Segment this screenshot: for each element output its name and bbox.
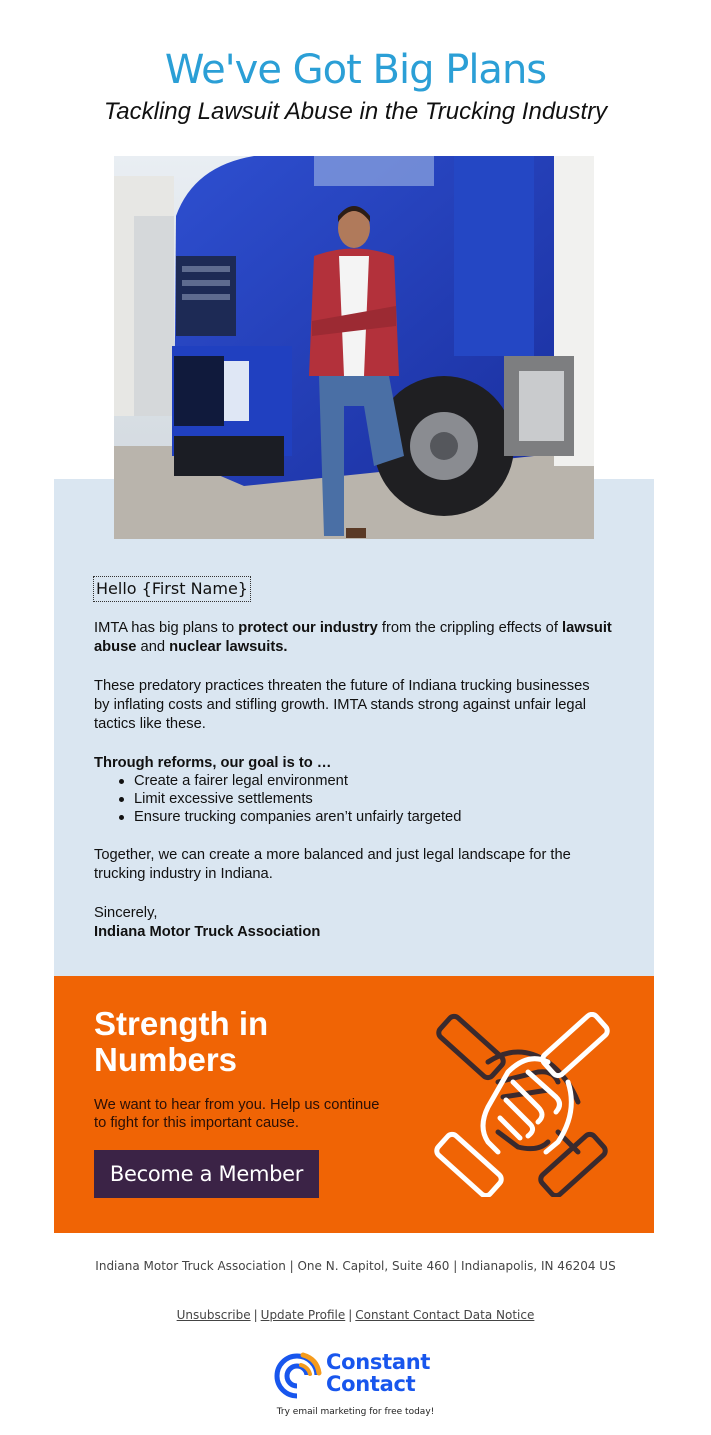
constant-contact-icon <box>273 1349 325 1401</box>
hands-together-icon <box>428 1012 616 1197</box>
data-notice-link[interactable]: Constant Contact Data Notice <box>355 1308 535 1322</box>
intro-bold-3: nuclear lawsuits. <box>169 639 288 655</box>
separator: | <box>348 1308 353 1322</box>
signature <box>94 923 619 942</box>
intro-bold-1: protect our industry <box>238 620 378 636</box>
closing-paragraph: Together, we can create a more balanced and just legal landscape for the trucking industry in Indiana. <box>94 847 571 882</box>
truck-driver-illustration <box>114 156 594 539</box>
brand-line-2: Contact <box>326 1372 416 1396</box>
constant-contact-tagline[interactable]: Try email marketing for free today! <box>276 1407 435 1417</box>
brand-line-1: Constant <box>326 1350 431 1374</box>
cta-heading: Strength in Numbers <box>94 1005 269 1078</box>
cta-text: We want to hear from you. Help us continue to fight for this important cause. <box>94 1097 380 1131</box>
list-item: Ensure trucking companies aren’t unfairly targeted <box>134 808 614 826</box>
hero-photo <box>114 156 594 539</box>
footer-links <box>0 1308 711 1322</box>
separator: | <box>253 1308 258 1322</box>
signoff: Sincerely, <box>94 905 158 921</box>
list-item: Create a fairer legal environment <box>134 772 614 790</box>
unsubscribe-link[interactable]: Unsubscribe <box>176 1308 251 1322</box>
list-item: Limit excessive settlements <box>134 790 614 808</box>
newsletter-subtitle: Tackling Lawsuit Abuse in the Trucking Industry <box>103 98 608 125</box>
intro-text-1: IMTA has big plans to <box>94 620 239 636</box>
goal-heading <box>94 754 619 773</box>
intro-paragraph <box>94 619 619 657</box>
intro-bold-2: lawsuit abuse <box>94 620 612 655</box>
goal-list <box>134 772 614 826</box>
footer-address: Indiana Motor Truck Association | One N. Capitol, Suite 460 | Indianapolis, IN 46204 US <box>95 1259 616 1273</box>
intro-text-2: from the crippling effects of <box>377 620 563 636</box>
constant-contact-wordmark <box>326 1351 430 1395</box>
greeting: Hello {First Name} <box>93 576 251 602</box>
threat-paragraph: These predatory practices threaten the future of Indiana trucking businesses by inflating costs and stifling growth. IMTA stands strong against unfair legal tactics like these. <box>94 678 590 732</box>
signature-text: Indiana Motor Truck Association <box>94 924 321 940</box>
newsletter-title: We've Got Big Plans <box>164 47 547 93</box>
update-profile-link[interactable]: Update Profile <box>260 1308 346 1322</box>
goal-heading-text: Through reforms, our goal is to … <box>94 755 332 771</box>
become-member-button[interactable]: Become a Member <box>94 1150 319 1198</box>
intro-text-3: and <box>136 639 170 655</box>
